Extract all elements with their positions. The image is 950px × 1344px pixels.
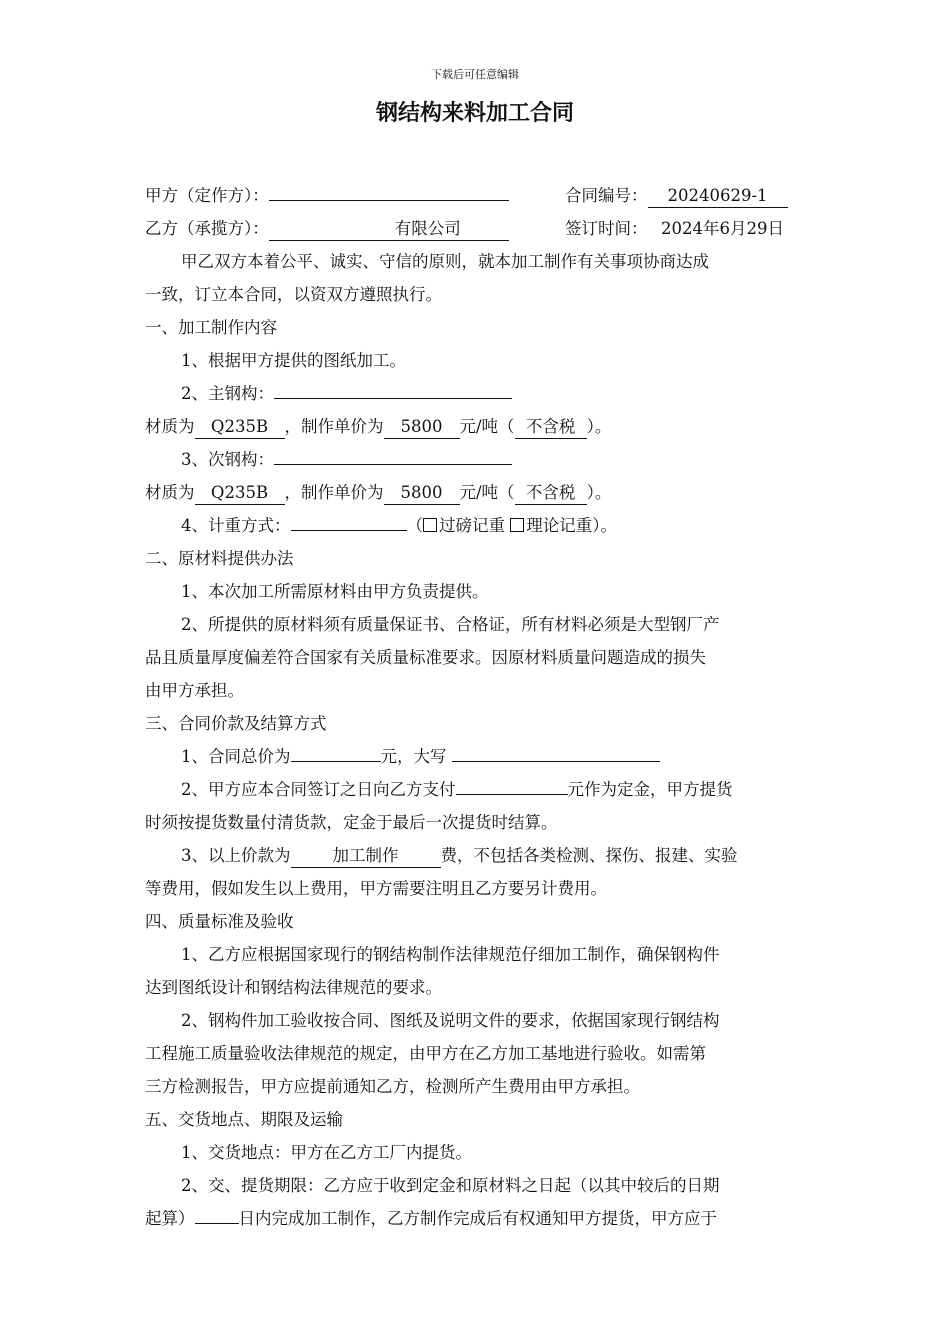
weigh-option-1-label: 过磅记重 xyxy=(439,516,505,535)
document-title: 钢结构来料加工合同 xyxy=(375,101,574,126)
s4-item-2-line-2: 工程施工质量验收法律规范的规定，由甲方在乙方加工基地进行验收。如需第 xyxy=(145,1044,706,1063)
s5-item-2-line-1: 2、交、提货期限：乙方应于收到定金和原材料之日起（以其中较后的日期 xyxy=(181,1176,720,1195)
secondary-tax-field[interactable]: 不含税 xyxy=(515,482,587,505)
price-scope-label: 3、以上价款为 xyxy=(181,846,291,865)
checkbox-theoretical[interactable] xyxy=(510,518,524,532)
price-scope-suffix: 费，不包括各类检测、探伤、报建、实验 xyxy=(440,846,738,865)
party-b-row xyxy=(145,212,810,245)
price-suffix: ）。 xyxy=(586,483,612,502)
contract-no-field[interactable]: 20240629-1 xyxy=(648,185,788,208)
deposit-label: 2、甲方应本合同签订之日向乙方支付 xyxy=(181,780,456,799)
main-steel-field[interactable] xyxy=(274,398,512,399)
s3-item-3-line-2: 等费用，假如发生以上费用，甲方需要注明且乙方要另计费用。 xyxy=(145,879,607,898)
main-material-field[interactable]: Q235B xyxy=(195,416,285,439)
price-prefix: ，制作单价为 xyxy=(284,483,384,502)
s1-item-2 xyxy=(145,377,846,410)
s2-item-2-line-2: 品且质量厚度偏差符合国家有关质量标准要求。因原材料质量问题造成的损失 xyxy=(145,648,706,667)
secondary-steel-material-row xyxy=(145,476,810,509)
price-suffix: ）。 xyxy=(586,417,612,436)
party-b-value: 有限公司 xyxy=(394,219,461,238)
total-price-label: 1、合同总价为 xyxy=(181,747,291,766)
s4-item-2-line-3: 三方检测报告，甲方应提前通知乙方，检测所产生费用由甲方承担。 xyxy=(145,1077,640,1096)
price-scope-field[interactable]: 加工制作 xyxy=(291,845,441,868)
intro-line-1: 甲乙双方本着公平、诚实、守信的原则，就本加工制作有关事项协商达成 xyxy=(181,252,709,271)
deposit-suffix: 元作为定金，甲方提货 xyxy=(567,780,733,799)
main-tax-field[interactable]: 不含税 xyxy=(515,416,587,439)
main-steel-label: 2、主钢构： xyxy=(181,384,274,403)
section-4-title: 四、质量标准及验收 xyxy=(145,912,294,931)
weigh-option-2-label: 理论记重 xyxy=(526,516,593,535)
s1-item-4 xyxy=(145,509,846,542)
secondary-steel-field[interactable] xyxy=(274,464,512,465)
weigh-open: （ xyxy=(406,516,423,535)
main-steel-material-row xyxy=(145,410,810,443)
s5-item-2-line-2 xyxy=(145,1202,810,1235)
section-1-title: 一、加工制作内容 xyxy=(145,318,277,337)
s5-item-1: 1、交货地点：甲方在乙方工厂内提货。 xyxy=(181,1143,472,1162)
header-note: 下载后可任意编辑 xyxy=(431,68,519,81)
s3-item-3-line-1 xyxy=(145,839,846,872)
s3-item-1 xyxy=(145,740,846,773)
weigh-method-label: 4、计重方式： xyxy=(181,516,291,535)
s2-item-2-line-1: 2、所提供的原材料须有质量保证书、合格证，所有材料必须是大型钢厂产 xyxy=(181,615,720,634)
section-5-title: 五、交货地点、期限及运输 xyxy=(145,1110,343,1129)
price-unit: 元/吨（ xyxy=(459,483,515,502)
party-a-label: 甲方（定作方）： xyxy=(145,186,269,205)
secondary-material-field[interactable]: Q235B xyxy=(195,482,285,505)
sign-time-field: 2024年6月29日 xyxy=(661,219,784,238)
total-price-words-field[interactable] xyxy=(452,761,660,762)
section-2-title: 二、原材料提供办法 xyxy=(145,549,294,568)
section-3-title: 三、合同价款及结算方式 xyxy=(145,714,327,733)
delivery-days-field[interactable] xyxy=(195,1223,239,1224)
sign-time-label: 签订时间： xyxy=(565,219,648,238)
secondary-steel-label: 3、次钢构： xyxy=(181,450,274,469)
s4-item-1-line-2: 达到图纸设计和钢结构法律规范的要求。 xyxy=(145,978,442,997)
material-prefix: 材质为 xyxy=(145,417,195,436)
price-unit: 元/吨（ xyxy=(459,417,515,436)
weigh-method-field[interactable] xyxy=(291,530,407,531)
party-b-label: 乙方（承揽方）： xyxy=(145,219,269,238)
total-price-field[interactable] xyxy=(291,761,381,762)
party-a-row xyxy=(145,179,810,212)
total-price-words-label: 元，大写 xyxy=(380,747,447,766)
intro-line-2: 一致，订立本合同，以资双方遵照执行。 xyxy=(145,285,442,304)
s4-item-1-line-1: 1、乙方应根据国家现行的钢结构制作法律规范仔细加工制作，确保钢构件 xyxy=(181,945,720,964)
party-b-field[interactable] xyxy=(269,218,509,241)
s2-item-1: 1、本次加工所需原材料由甲方负责提供。 xyxy=(181,582,489,601)
price-prefix: ，制作单价为 xyxy=(284,417,384,436)
main-price-field[interactable]: 5800 xyxy=(384,416,460,439)
s3-item-2-line-1 xyxy=(145,773,846,806)
material-prefix: 材质为 xyxy=(145,483,195,502)
contract-no-label: 合同编号： xyxy=(565,186,648,205)
secondary-price-field[interactable]: 5800 xyxy=(384,482,460,505)
s1-item-3 xyxy=(145,443,846,476)
party-a-field[interactable] xyxy=(269,200,509,201)
s3-item-2-line-2: 时须按提货数量付清货款，定金于最后一次提货时结算。 xyxy=(145,813,558,832)
delivery-days-prefix: 起算） xyxy=(145,1209,195,1228)
s1-item-1: 1、根据甲方提供的图纸加工。 xyxy=(181,351,406,370)
deposit-field[interactable] xyxy=(456,794,568,795)
checkbox-weighbridge[interactable] xyxy=(423,518,437,532)
delivery-days-suffix: 日内完成加工制作，乙方制作完成后有权通知甲方提货，甲方应于 xyxy=(238,1209,717,1228)
s4-item-2-line-1: 2、钢构件加工验收按合同、图纸及说明文件的要求，依据国家现行钢结构 xyxy=(181,1011,720,1030)
s2-item-2-line-3: 由甲方承担。 xyxy=(145,681,244,700)
weigh-close: ）。 xyxy=(592,516,617,535)
